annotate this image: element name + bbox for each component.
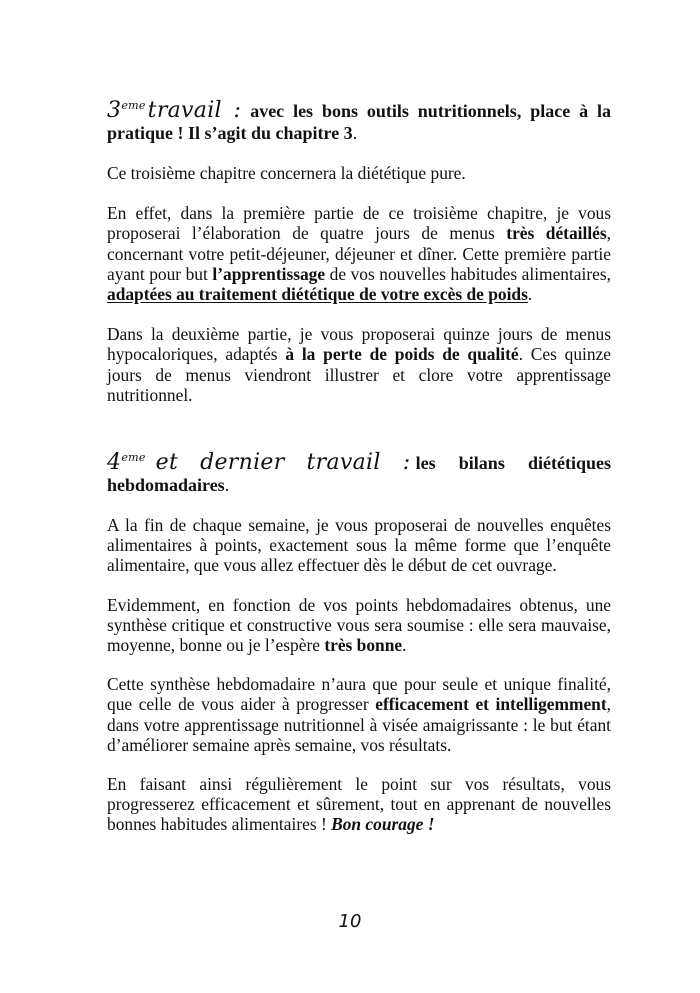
paragraph-6-text-b: , dans votre apprentissage nutritionnel à visée amaigrissante : le but étant d’améliorer semaine après semaine, vos résultats. <box>107 694 611 755</box>
paragraph-2-underlined: adaptées au traitement diététique de votre excès de poids <box>107 284 528 305</box>
paragraph-5-text-a: Evidemment, en fonction de vos points hebdomadaires obtenus, une synthèse critique et constructive vous sera soumise : elle sera mauvaise, moyenne, bonne ou je l’espère <box>107 594 611 656</box>
paragraph-7-text: En faisant ainsi régulièrement le point sur vos résultats, vous progresserez efficacement et sûrement, tout en apprenant de nouvelles bonnes habitudes alimentaires ! <box>107 774 611 835</box>
paragraph-5-bold: très bonne <box>324 635 403 656</box>
paragraph-5 <box>107 595 611 656</box>
paragraph-3 <box>107 324 611 405</box>
paragraph-7 <box>107 774 611 835</box>
paragraph-6-text-a: Cette synthèse hebdomadaire n’aura que pour seule et unique finalité, que celle de vous aider à progresser <box>107 674 611 715</box>
paragraph-2-bold-b: l’apprentissage <box>212 263 326 284</box>
section-3-ordinal: 3 <box>107 98 122 123</box>
paragraph-2-text-b: , concernant votre petit-déjeuner, déjeuner et dîner. Cette première partie ayant pour but <box>107 223 612 284</box>
section-3-label <box>107 98 241 123</box>
paragraph-7-closing: Bon courage ! <box>331 814 435 835</box>
section-3-label-text: travail : <box>147 98 242 123</box>
section-4-label <box>107 450 410 475</box>
page-content <box>107 95 611 835</box>
section-3-heading <box>107 95 611 144</box>
page-number: 10 <box>338 911 362 932</box>
section-3-title: avec les bons outils nutritionnels, place à la pratique ! Il s’agit du chapitre 3 <box>107 101 612 143</box>
section-4-label-text: et dernier travail : <box>155 450 411 476</box>
section-4-ordinal: 4 <box>107 450 122 476</box>
paragraph-2-text-a: En effet, dans la première partie de ce troisième chapitre, je vous proposerai l’élaboration de quatre jours de menus <box>107 203 611 244</box>
paragraph-2-text-c: de vos nouvelles habitudes alimentaires, <box>325 263 611 284</box>
section-3-ordinal-suffix: eme <box>121 99 146 112</box>
paragraph-2 <box>107 203 611 304</box>
paragraph-3-text-b: . Ces quinze jours de menus viendront illustrer et clore votre apprentissage nutritionnel. <box>107 344 612 405</box>
paragraph-6 <box>107 674 611 755</box>
section-4-title: les bilans diététiques hebdomadaires <box>107 453 611 496</box>
paragraph-3-text-a: Dans la deuxième partie, je vous proposerai quinze jours de menus hypocaloriques, adaptés <box>107 324 611 365</box>
paragraph-3-bold: à la perte de poids de qualité <box>285 344 519 365</box>
section-4-title-end: . <box>224 475 230 496</box>
paragraph-2-bold-a: très détaillés <box>506 223 607 244</box>
paragraph-4: A la fin de chaque semaine, je vous proposerai de nouvelles enquêtes alimentaires à points, exactement sous la même forme que l’enquête alimentaire, que vous allez effectuer dès le début de cet ouvrage. <box>107 515 611 576</box>
section-4-ordinal-suffix: eme <box>121 451 146 465</box>
section-3-title-end: . <box>352 123 358 143</box>
paragraph-1: Ce troisième chapitre concernera la diététique pure. <box>107 163 466 183</box>
paragraph-6-bold: efficacement et intelligemment <box>375 694 607 715</box>
section-4-heading <box>107 447 611 496</box>
paragraph-2-end: . <box>527 284 533 305</box>
paragraph-5-end: . <box>402 635 407 656</box>
